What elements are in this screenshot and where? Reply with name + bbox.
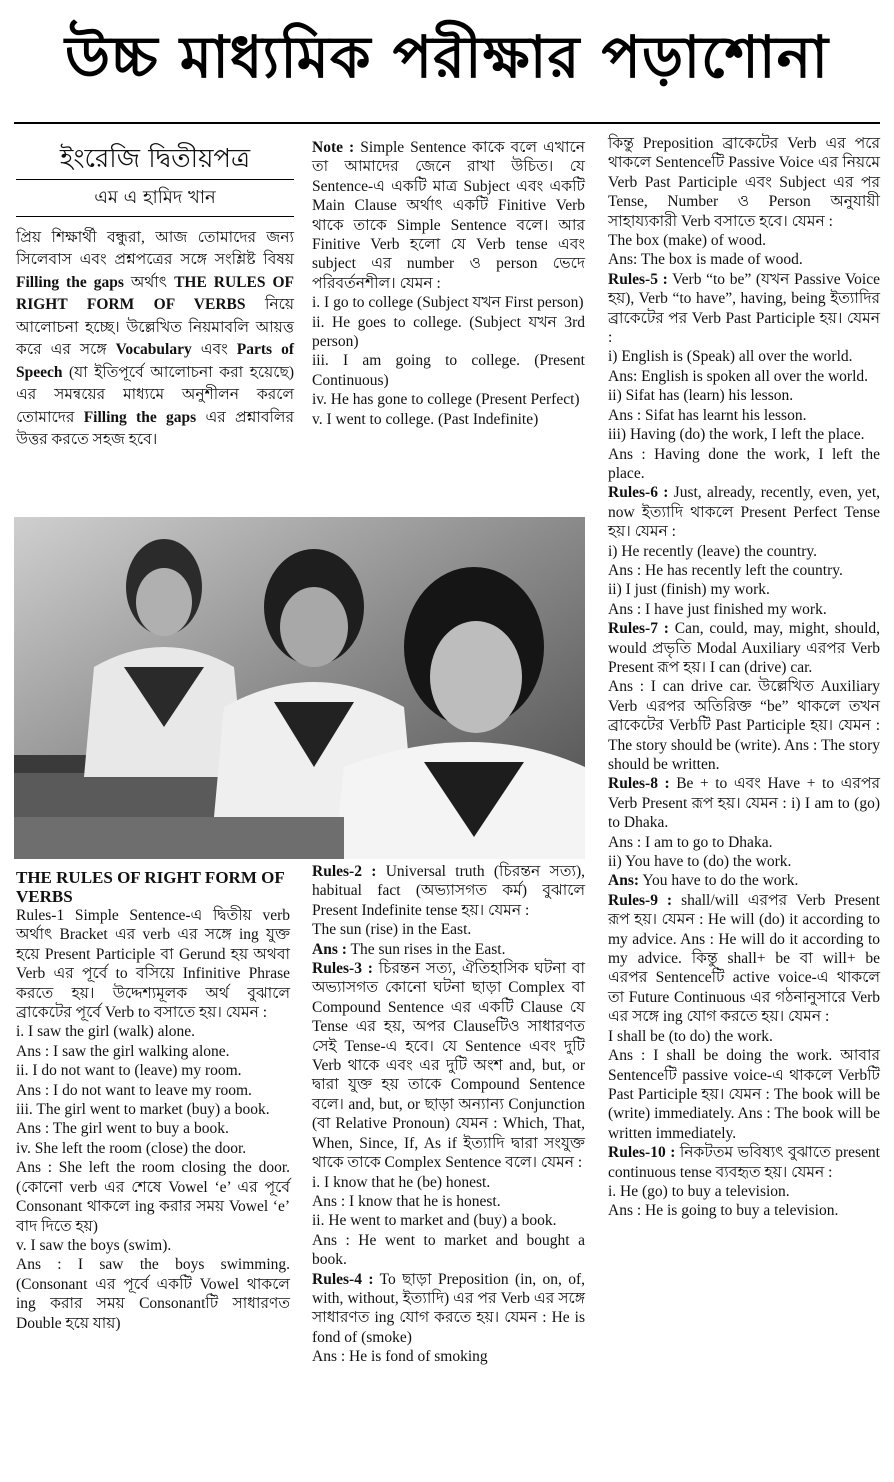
text-run: Ans : I have just finished my work.: [608, 600, 827, 618]
paragraph: [608, 386, 880, 405]
text-run: iii. The girl went to market (buy) a book.: [16, 1101, 270, 1119]
paragraph: [608, 1143, 880, 1182]
text-run: Just, already, recently, even, yet, now ইত্যাদি থাকলে Present Perfect Tense হয়। যেমন :: [608, 484, 880, 541]
paragraph: [312, 138, 585, 293]
paragraph: [608, 774, 880, 832]
author-byline: এম এ হামিদ খান: [16, 180, 294, 216]
masthead-title: উচ্চ মাধ্যমিক পরীক্ষার পড়াশোনা: [64, 22, 830, 91]
paragraph: [16, 1061, 290, 1080]
paragraph: [312, 1173, 585, 1192]
paragraph: [312, 1270, 585, 1348]
bold-text-run: Note :: [312, 139, 355, 156]
text-run: এবং: [191, 341, 237, 359]
text-run: You have to do the work.: [639, 872, 799, 890]
text-run: অর্থাৎ: [123, 273, 175, 291]
text-run: ii. He went to market and (buy) a book.: [312, 1212, 557, 1230]
text-run: Ans : I do not want to leave my room.: [16, 1081, 252, 1099]
text-run: Ans : He is fond of smoking: [312, 1348, 488, 1366]
students-exam-photo: [14, 517, 585, 859]
paragraph: [16, 906, 290, 1022]
paragraph: [312, 1231, 585, 1270]
paragraph: [608, 367, 880, 386]
text-run: The sun rises in the East.: [346, 940, 506, 958]
text-run: i) English is (Speak) all over the world.: [608, 348, 853, 366]
bold-text-run: Rules-7 :: [608, 620, 669, 638]
text-run: Ans : Sifat has learnt his lesson.: [608, 406, 807, 424]
paragraph: [608, 542, 880, 561]
bold-text-run: Filling the gaps: [16, 273, 124, 291]
text-run: i. He (go) to buy a television.: [608, 1182, 790, 1200]
bold-text-run: Rules-2 :: [312, 863, 377, 880]
text-run: ii) You have to (do) the work.: [608, 853, 792, 871]
text-run: ii) Sifat has (learn) his lesson.: [608, 387, 794, 405]
text-run: Ans : I saw the girl walking alone.: [16, 1042, 230, 1060]
text-run: Can, could, may, might, should, would প্রভৃতি Modal Auxiliary এরপর Verb Present রূপ হয়। I can (drive) car.: [608, 620, 881, 676]
text-run: iv. He has gone to college (Present Perfect): [312, 391, 580, 409]
column-3: [608, 134, 880, 1221]
paragraph: [608, 871, 880, 890]
bold-text-run: Vocabulary: [115, 341, 192, 359]
text-run: The sun (rise) in the East.: [312, 921, 472, 939]
text-run: i. I go to college (Subject যখন First person): [312, 294, 584, 312]
paragraph: [608, 600, 880, 619]
paragraph: [16, 1236, 290, 1255]
paragraph: [608, 852, 880, 871]
text-run: i. I know that he (be) honest.: [312, 1173, 491, 1191]
paragraph: [312, 920, 585, 939]
column-4: [16, 868, 290, 1333]
paragraph: [608, 1027, 880, 1046]
paragraph: [16, 1158, 290, 1236]
text-run: এর প্রশ্নাবলির উত্তর করতে সহজ হবে।: [16, 408, 294, 449]
paragraph: [16, 1139, 290, 1158]
text-run: Ans : The girl went to buy a book.: [16, 1120, 229, 1138]
text-run: v. I saw the boys (swim).: [16, 1236, 172, 1254]
bold-text-run: Rules-8 :: [608, 775, 670, 793]
text-run: iv. She left the room (close) the door.: [16, 1139, 247, 1157]
section-title: ইংরেজি দ্বিতীয়পত্র: [16, 142, 294, 180]
paragraph: [312, 940, 585, 959]
text-run: i. I saw the girl (walk) alone.: [16, 1023, 196, 1041]
text-run: I shall be (to do) the work.: [608, 1027, 773, 1045]
paragraph: [312, 313, 585, 352]
text-run: চিরন্তন সত্য, ঐতিহাসিক ঘটনা বা অভ্যাসগত কোনো ঘটনা ছাড়া Complex বা Compound Sentence এর একটি Clause যে Tense এর হয়, অপর Clauseটিও সাধারণত সেই Tense-এ হবে। যে Sentence এবং দুটি Verb থাকে এবং এর দুটি অংশ and, but, or দ্বারা যুক্ত হয় তাকে Compound Sentence বলে। and, but, or ছাড়া অন্যান্য Conjunction (বা Relative Pronoun) যেমন : Which, That, When, Since, If, As if ইত্যাদি দ্বারা সংযুক্ত থাকে তাকে Complex Sentence বলে। যেমন :: [312, 960, 585, 1172]
paragraph: [312, 390, 585, 409]
text-run: Rules-1 Simple Sentence-এ দ্বিতীয় verb অর্থাৎ Bracket এর verb এর সঙ্গে ing যুক্ত হয়ে Present Participle বা Gerund হয় অথবা Verb এর পূর্বে to বসিয়ে Infinitive Phrase করতে হয়। উদ্দেশ্যমূলক অর্থ বুঝালে ব্রাকেটের পূর্বে Verb to বসাতে হয়। যেমন :: [16, 907, 290, 1022]
paragraph: [608, 619, 880, 677]
paragraph: [16, 1119, 290, 1138]
paragraph: [312, 862, 585, 920]
text-run: কিন্তু Preposition ব্রাকেটের Verb এর পরে থাকলে Sentenceটি Passive Voice এর নিয়মে Verb Past Participle এবং Subject এর পর Tense, Number ও Person অনুযায়ী সাহায্যকারী Verb বসাতে হবে। যেমন :: [608, 135, 880, 230]
text-run: Ans : I am to go to Dhaka.: [608, 833, 773, 851]
paragraph: [608, 1201, 880, 1220]
text-run: Simple Sentence কাকে বলে এখানে তা আমাদের জেনে রাখা উচিত। যে Sentence-এ একটি মাত্র Subject এবং একটি Main Clause অর্থাৎ একটি Finitive Verb থাকে তাকে Simple Sentence বলে। আর Finitive Verb হলো যে Verb tense এবং subject এর number ও person ভেদে পরিবর্তনশীল। যেমন :: [312, 139, 585, 292]
paragraph: [16, 1022, 290, 1041]
paragraph: [16, 1081, 290, 1100]
text-run: v. I went to college. (Past Indefinite): [312, 410, 539, 428]
text-run: To ছাড়া Preposition (in, on, of, with, without, ইত্যাদি) এর পর Verb এর সঙ্গে সাধারণত ing যোগ করতে হয়। যেমন : He is fond of (smoke): [312, 1270, 586, 1346]
paragraph: [608, 677, 880, 774]
paragraph: [16, 1100, 290, 1119]
text-run: Ans : She left the room closing the door. (কোনো verb এর শেষে Vowel ‘e’ এর পূর্বে Consonant থাকলে ing করার সময় Vowel ‘e’ বাদ দিতে হয়): [16, 1159, 290, 1235]
text-run: Ans : I saw the boys swimming. (Consonant এর পূর্বে একটি Vowel থাকলে ing করার সময় Consonantটি সাধারণত Double হয়ে যায়): [16, 1256, 290, 1332]
bold-text-run: Parts of Speech: [16, 341, 294, 381]
bold-text-run: Filling the gaps: [83, 408, 197, 426]
text-run: ii. I do not want to (leave) my room.: [16, 1062, 242, 1080]
bold-text-run: Ans :: [312, 940, 347, 958]
paragraph: [608, 483, 880, 541]
masthead-rule: [14, 122, 880, 124]
text-run: প্রিয় শিক্ষার্থী বন্ধুরা, আজ তোমাদের জন্য সিলেবাস এবং প্রশ্নপত্রের সঙ্গে সংশ্লিষ্ট বিষয়: [16, 228, 294, 269]
text-run: Ans: English is spoken all over the world.: [608, 367, 869, 385]
intro-paragraph: [16, 227, 294, 452]
bold-text-run: Rules-3 :: [312, 960, 373, 978]
paragraph: [16, 1255, 290, 1333]
text-run: i) He recently (leave) the country.: [608, 542, 818, 560]
intro-column: [16, 142, 294, 452]
text-run: Ans : He has recently left the country.: [608, 561, 843, 579]
text-run: নিকটতম ভবিষ্যৎ বুঝাতে present continuous tense ব্যবহৃত হয়। যেমন :: [608, 1144, 880, 1181]
bold-text-run: Rules-4 :: [312, 1270, 374, 1288]
paragraph: [312, 351, 585, 390]
text-run: ii) I just (finish) my work.: [608, 581, 770, 599]
paragraph: [312, 1347, 585, 1366]
text-run: ii. He goes to college. (Subject যখন 3rd person): [312, 313, 585, 351]
column-5: [312, 862, 585, 1367]
paragraph: [608, 580, 880, 599]
text-run: shall/will এরপর Verb Present রূপ হয়। যেমন : He will (do) it according to my advice. Ans : He will do it according to my advice. কিন্তু shall+ be বা will+ be এরপর Sentenceটি active voice-এ থাকলে তা Future Continuous এর গঠনানুসারে Verb এর সঙ্গে ing যোগ করতে হয়। যেমন :: [608, 891, 880, 1026]
paragraph: [312, 293, 585, 312]
paragraph: [312, 1192, 585, 1211]
paragraph: [608, 891, 880, 1027]
rules-heading: THE RULES OF RIGHT FORM OF VERBS: [16, 868, 285, 906]
text-run: Ans : He went to market and bought a book.: [312, 1231, 585, 1269]
text-run: Ans : I shall be doing the work. আবার Sentenceটি passive voice-এ থাকলে Verbটি Past Participle হয়। যেমন : The book will be (write) immediately. Ans : The book will be written immediately.: [608, 1047, 880, 1142]
paragraph: [608, 231, 880, 250]
paragraph: [608, 406, 880, 425]
text-run: Be + to এবং Have + to এরপর Verb Present রূপ হয়। যেমন : i) I am to (go) to Dhaka.: [608, 775, 880, 832]
text-run: Ans : Having done the work, I left the place.: [608, 445, 880, 482]
bold-text-run: Rules-6 :: [608, 484, 669, 502]
text-run: Ans : I can drive car. উল্লেখিত Auxiliary Verb এরপর অতিরিক্ত “be” থাকলে তখন ব্রাকেটের Verbটি Past Participle হয়। যেমন : The story should be (write). Ans : The story should be written.: [608, 678, 880, 773]
column-4-body: [16, 906, 290, 1333]
paragraph: [312, 959, 585, 1172]
text-run: Ans: The box is made of wood.: [608, 251, 803, 269]
text-run: Ans : I know that he is honest.: [312, 1192, 501, 1210]
text-run: Verb “to be” (যখন Passive Voice হয়), Verb “to have”, having, being ইত্যাদির ব্রাকেটের পর Verb Past Participle হয়। যেমন :: [608, 270, 880, 347]
text-run: The box (make) of wood.: [608, 232, 766, 250]
paragraph: [608, 425, 880, 444]
bold-text-run: Rules-5 :: [608, 270, 668, 288]
text-run: Ans : He is going to buy a television.: [608, 1202, 839, 1220]
paragraph: [608, 445, 880, 484]
paragraph: [312, 1211, 585, 1230]
text-run: iii) Having (do) the work, I left the place.: [608, 426, 865, 444]
paragraph: [312, 410, 585, 429]
text-run: (যা ইতিপূর্বে আলোচনা করা হয়েছে) এর সমন্বয়ের মাধ্যমে অনুশীলন করলে তোমাদের: [16, 363, 294, 426]
paragraph: [608, 1046, 880, 1143]
bold-text-run: THE RULES OF RIGHT FORM OF VERBS: [16, 273, 294, 314]
photo-illustration: [14, 517, 585, 859]
paragraph: [608, 561, 880, 580]
text-run: নিয়ে আলোচনা হচ্ছে। উল্লেখিত নিয়মাবলি আয়ত্ত করে এর সঙ্গে: [16, 296, 294, 359]
text-run: iii. I am going to college. (Present Continuous): [312, 352, 585, 389]
paragraph: [608, 347, 880, 366]
column-2: [312, 138, 585, 429]
paragraph: [608, 833, 880, 852]
bold-text-run: Ans:: [608, 872, 640, 890]
paragraph: [608, 270, 880, 348]
bold-text-run: Rules-10 :: [608, 1144, 676, 1162]
paragraph: [608, 134, 880, 231]
paragraph: [608, 1182, 880, 1201]
bold-text-run: Rules-9 :: [608, 891, 673, 909]
text-run: Universal truth (চিরন্তন সত্য), habitual fact (অভ্যাসগত কর্ম) বুঝালে Present Indefinite tense হয়। যেমন :: [312, 863, 586, 919]
paragraph: [16, 1042, 290, 1061]
paragraph: [608, 250, 880, 269]
